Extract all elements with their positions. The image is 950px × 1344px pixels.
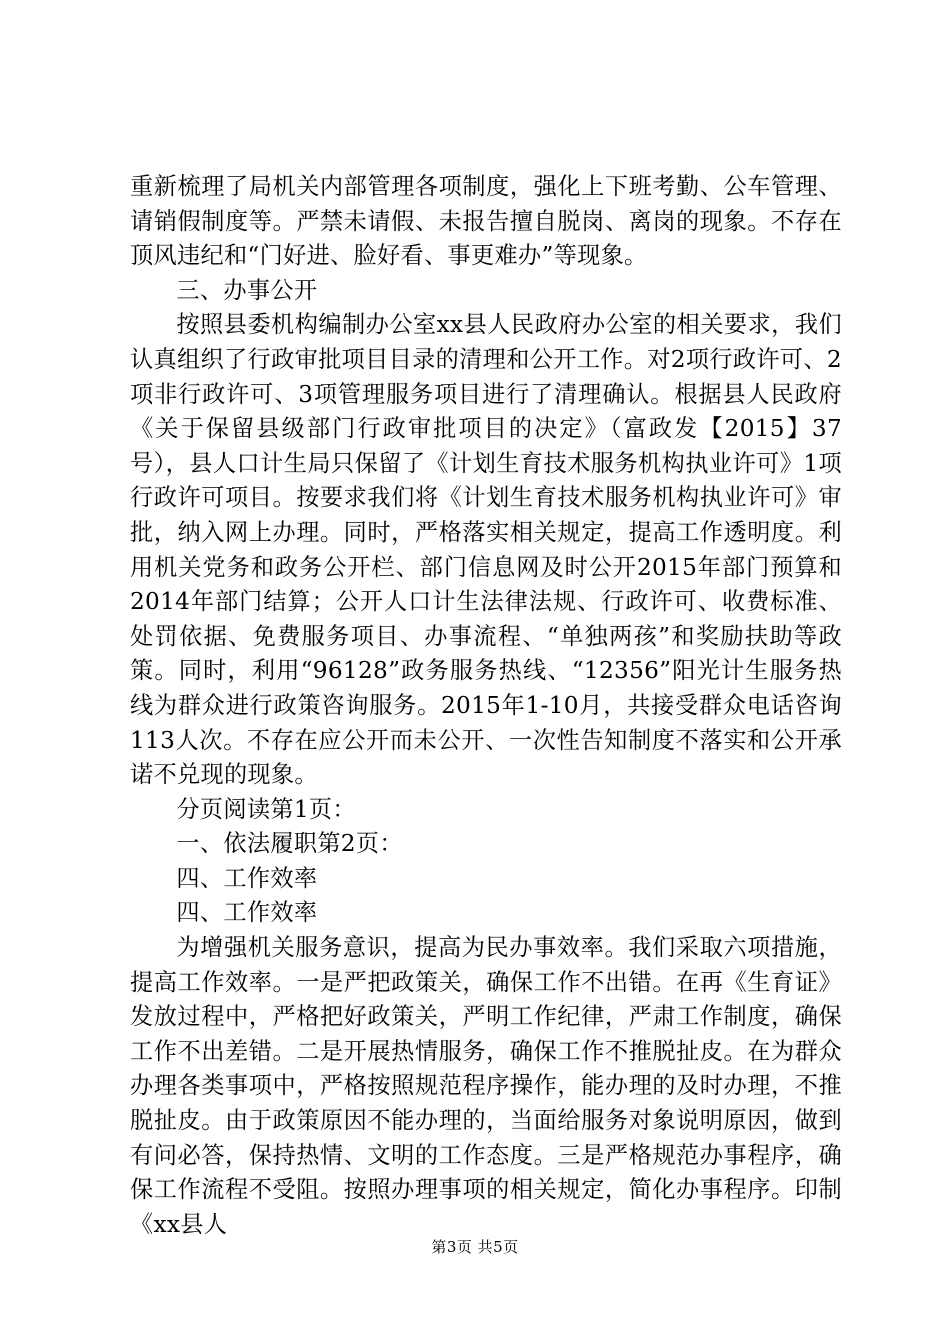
page-footer: 第3页 共5页 [431,1238,519,1256]
paragraph-2-heading: 三、办事公开 [176,276,318,304]
document-body [130,170,842,1242]
paragraph-1: 重新梳理了局机关内部管理各项制度，强化上下班考勤、公车管理、请销假制度等。严禁未请假、未报告擅自脱岗、离岗的现象。不存在顶风违纪和“门好进、脸好看、事更难办”等现象。 [130,173,842,270]
paragraph-5: 一、依法履职第2页： [176,830,403,858]
paragraph-8: 为增强机关服务意识，提高为民办事效率。我们采取六项措施，提高工作效率。一是严把政策关，确保工作不出错。在再《生育证》发放过程中，严格把好政策关，严明工作纪律，严肃工作制度，确保工作不出差错。二是开展热情服务，确保工作不推脱扯皮。在为群众办理各类事项中，严格按照规范程序操作，能办理的及时办理，不推脱扯皮。由于政策原因不能办理的，当面给服务对象说明原因，做到有问必答，保持热情、文明的工作态度。三是严格规范办事程序，确保工作流程不受阻。按照办理事项的相关规定，简化办事程序。印制《xx县人 [130,934,842,1238]
paragraph-7-heading: 四、工作效率 [176,899,318,927]
paragraph-6-heading: 四、工作效率 [176,864,318,892]
paragraph-4: 分页阅读第1页： [176,795,356,823]
paragraph-3: 按照县委机构编制办公室xx县人民政府办公室的相关要求，我们认真组织了行政审批项目目录的清理和公开工作。对2项行政许可、2项非行政许可、3项管理服务项目进行了清理确认。根据县人民政府《关于保留县级部门行政审批项目的决定》（富政发【2015】37号），县人口计生局只保留了《计划生育技术服务机构执业许可》1项行政许可项目。按要求我们将《计划生育技术服务机构执业许可》审批，纳入网上办理。同时，严格落实相关规定，提高工作透明度。利用机关党务和政务公开栏、部门信息网及时公开2015年部门预算和2014年部门结算；公开人口计生法律法规、行政许可、收费标准、处罚依据、免费服务项目、办事流程、“单独两孩”和奖励扶助等政策。同时，利用“96128”政务服务热线、“12356”阳光计生服务热线为群众进行政策咨询服务。2015年1-10月，共接受群众电话咨询113人次。不存在应公开而未公开、一次性告知制度不落实和公开承诺不兑现的现象。 [130,311,842,789]
